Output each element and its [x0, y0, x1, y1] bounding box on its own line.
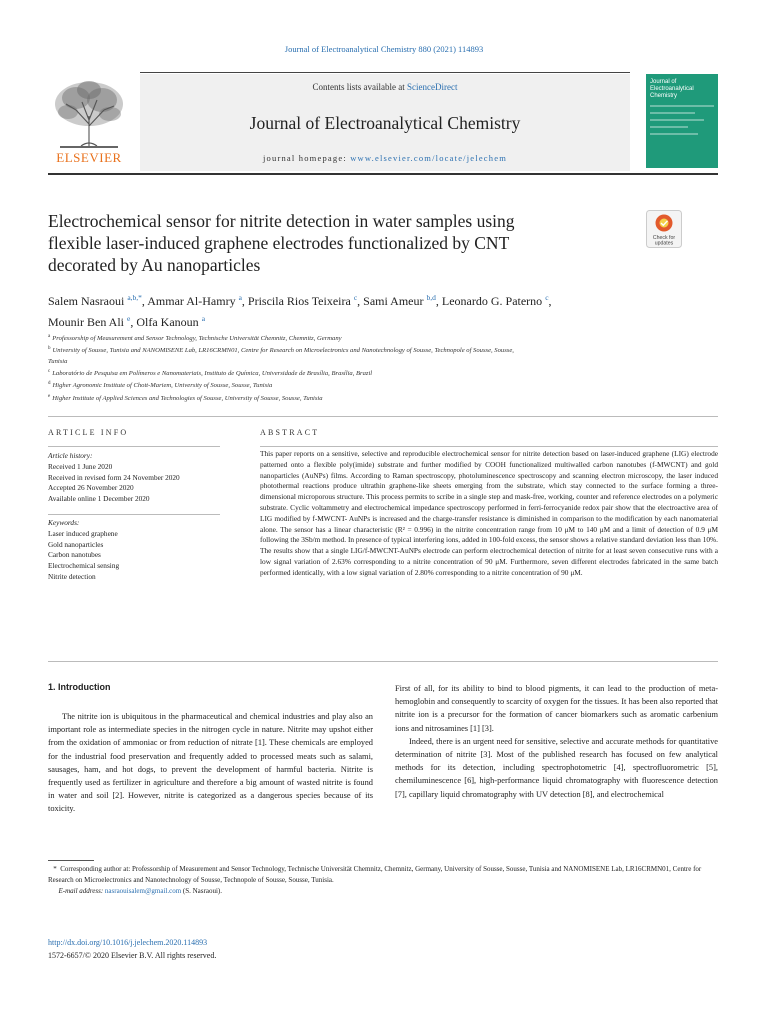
body-paragraph: First of all, for its ability to bind to blood pigments, it can lead to the production of meta-hemoglobin and consequently to scarcity of oxygen for the tissues. It has been also reported that nitrite ion is a precursor for the formation of cancer biomarkers such as aromatic carbenium ions and nitrosamines [1] [3].: [395, 684, 718, 733]
contents-prefix: Contents lists available at: [312, 82, 407, 92]
affiliation-text: Laboratório de Pesquisa em Polímeros e Nanomateriais, Instituto de Química, Universidade de Brasília, Brasília, Brazil: [52, 370, 373, 378]
abstract-text: This paper reports on a sensitive, selective and reproducible electrochemical sensor for nitrite detection based on laser-induced graphene (LIG) electrode patterned onto a flexible poly(imide) substrate and further modified by COOH functionalized multiwalled carbon nanotubes (f-MWCNT) and gold nanoparticles (AuNPs) films. According to Raman spectroscopy, photoluminescence spectroscopy and scanning electron microscopy, the laser induced photothermal reactions produce ultrathin graphene-like sheets emerging from the substrate, which stay connected to the surface forming a three-dimensional microporous structure. This process permits to scribe in a single step and mask-free, working, counter and reference electrodes on a polymeric substrate. Cyclic voltammetry and electrochemical impedance spectroscopy performed in ferri-ferrocyanide redox pair show that the electroactive area of LIG modified by f-MWCNT- AuNPs is increased and the charge-transfer resistance is diminished in comparison to the modification by each nanomaterial alone. The sensor has a linear characteristic (R² = 0.996) in the nitrite concentration range from 10 μM to 140 μM and a limit of detection of 0.9 μM following the 3Sb/m method. In presence of typical interfering ions, added in 100-fold excess, the sensor shows a relative standard deviation less than 10%. The results show that a single LIG/f-MWCNT-AuNPs electrode can perform electrochemical detection of nitrite for at least seven consecutive runs with a low signal variation of 2.63% corresponding to a nitrite concentration of 90 μM. Furthermore, seven different electrodes fabricated in the same batch performed identically, with a low signal variation of 2.80% corresponding to a nitrite concentration of 90 μM.: [260, 449, 718, 577]
author-name: Sami Ameur: [363, 294, 424, 308]
author-name: Ammar Al-Hamry: [147, 294, 236, 308]
keyword-item: Nitrite detection: [48, 571, 96, 581]
author-name: Mounir Ben Ali: [48, 315, 125, 329]
affiliations: [48, 332, 708, 404]
journal-citation-link[interactable]: Journal of Electroanalytical Chemistry 880 (2021) 114893: [284, 44, 484, 54]
author-name: Olfa Kanoun: [136, 315, 199, 329]
keyword-item: Gold nanoparticles: [48, 539, 104, 549]
author-name: Salem Nasraoui: [48, 294, 125, 308]
article-title: [48, 210, 608, 276]
author-name: Leonardo G. Paterno: [441, 294, 543, 308]
history-entry: Available online 1 December 2020: [48, 494, 150, 504]
journal-title: Journal of Electroanalytical Chemistry: [249, 113, 521, 133]
keywords-heading: Keywords:: [48, 518, 80, 527]
check-badge-text: updates: [654, 240, 674, 247]
author-list: [48, 289, 688, 331]
history-entry: Accepted 26 November 2020: [48, 483, 134, 493]
homepage-prefix: journal homepage:: [262, 153, 351, 163]
footnote-star: *: [53, 865, 57, 873]
cover-title-line: Electroanalytical: [650, 86, 694, 92]
article-info-rule: [48, 446, 220, 447]
section-divider: [48, 661, 718, 662]
author-affiliation-marker[interactable]: b,d: [426, 293, 436, 302]
email-link[interactable]: nasraouisalem@gmail.com: [104, 887, 182, 895]
footnote-rule: [48, 860, 94, 861]
body-column-left: [48, 710, 373, 816]
copyright-notice: 1572-6657/© 2020 Elsevier B.V. All rights reserved.: [48, 951, 217, 960]
affiliation-item: [48, 332, 708, 344]
author-separator: ,: [130, 315, 137, 329]
cover-title-line: Chemistry: [650, 93, 678, 99]
affiliation-item: [48, 357, 708, 367]
author-separator: ,: [357, 294, 364, 308]
affiliation-item: [48, 379, 708, 391]
affiliation-text: Professorship of Measurement and Sensor Technology, Technische Universität Chemnitz, Chemnitz, Germany: [52, 335, 342, 343]
affiliation-text: Higher Institute of Applied Sciences and Technologies of Sousse, University of Sousse, Sousse, Tunisia: [52, 394, 323, 402]
contents-line: [140, 82, 630, 92]
article-title-line: decorated by Au nanoparticles: [48, 255, 261, 275]
section-heading-introduction: 1. Introduction: [48, 682, 111, 692]
author-separator: ,: [548, 294, 552, 308]
affiliation-text: Higher Agronomic Institute of Chott-Mariem, University of Sousse, Sousse, Tunisia: [52, 382, 273, 390]
doi-link[interactable]: http://dx.doi.org/10.1016/j.jelechem.2020.114893: [48, 938, 208, 947]
sciencedirect-link[interactable]: ScienceDirect: [407, 82, 458, 92]
affiliation-item: [48, 392, 708, 404]
journal-cover-thumbnail[interactable]: [646, 74, 718, 168]
author-separator: ,: [435, 294, 442, 308]
keyword-item: Carbon nanotubes: [48, 550, 101, 560]
affiliation-text: University of Sousse, Tunisia and NANOMISENE Lab, LR16CRMN01, Centre for Research on Microelectronics and Nanotechnology of Sousse, Technopole of Sousse, Sousse,: [52, 347, 514, 355]
keyword-item: Laser induced graphene: [48, 528, 118, 538]
journal-homepage: [140, 153, 630, 163]
header-rule: [140, 72, 630, 73]
author-affiliation-marker[interactable]: e: [127, 314, 131, 323]
corresponding-author-note: [48, 864, 718, 886]
affiliation-text: Tunisia: [48, 357, 68, 365]
affiliation-key: b: [48, 346, 51, 352]
article-info-label: ARTICLE INFO: [48, 428, 129, 437]
cover-decoration: [650, 105, 714, 135]
header-divider: [48, 173, 718, 175]
history-entry: Received in revised form 24 November 2020: [48, 472, 180, 482]
article-history: [48, 451, 220, 505]
email-suffix: (S. Nasraoui).: [182, 887, 222, 895]
body-paragraph: The nitrite ion is ubiquitous in the pharmaceutical and chemical industries and play also an important role as intermediate species in the nitrogen cycle in nature. Nitrite may upshot either from the oxidation of ammoniac or from reduction of nitrate [1]. These chemicals are employed for the industrial food preservation and frequently added to processed meats such as salami, sausages, ham, and hot dogs, to prevent the development of harmful bacteria. Nitrite is frequently used as fertilizer in agriculture and therefore a big amount of wasted nitrite is found in water and soil [2]. However, nitrite is categorized as a dangerous species because of its toxicity.: [48, 712, 373, 814]
affiliation-key: e: [48, 393, 51, 399]
email-note: [48, 886, 718, 897]
author-separator: ,: [141, 294, 148, 308]
author-affiliation-marker[interactable]: a: [201, 314, 206, 323]
abstract-rule: [260, 446, 718, 447]
author-name: Priscila Rios Teixeira: [247, 294, 351, 308]
affiliation-key: c: [48, 368, 51, 374]
section-divider: [48, 416, 718, 417]
corresponding-author-text: Corresponding author at: Professorship of Measurement and Sensor Technology, Technische Universität Chemnitz, Chemnitz, Germany, University of Sousse, Sousse, Tunisia and NANOMISENE Lab, LR16CRMN01, Centre for Research on Microelectronics and Nanotechnology of Sousse, Technopole of Sousse, Sousse, Tunisia.: [48, 865, 702, 884]
article-title-line: Electrochemical sensor for nitrite detection in water samples using: [48, 211, 515, 231]
author-affiliation-marker[interactable]: a: [238, 293, 242, 302]
keywords: [48, 518, 220, 583]
affiliation-key: d: [48, 381, 51, 387]
check-badge-text: Check for: [652, 235, 676, 241]
affiliation-key: a: [48, 334, 51, 339]
author-separator: ,: [241, 294, 248, 308]
body-column-right: [395, 682, 718, 801]
cover-title-line: Journal of: [650, 79, 677, 85]
footnote: [48, 864, 718, 897]
article-history-heading: Article history:: [48, 451, 93, 460]
abstract-label: ABSTRACT: [260, 428, 320, 437]
elsevier-wordmark: ELSEVIER: [56, 150, 122, 165]
keyword-item: Electrochemical sensing: [48, 561, 120, 571]
body-paragraph: Indeed, there is an urgent need for sensitive, selective and accurate methods for quantitative determination of nitrite [3]. Most of the published research has focused on few analytical methods for its detection, including spectrophotometric [4], spectrofluorometric [5], chemiluminescence [6], high-performance liquid chromatography with fluorescence detection [7], capillary liquid chromatography with UV detection [8], and electrochemical: [395, 736, 718, 799]
article-title-line: flexible laser-induced graphene electrodes functionalized by CNT: [48, 233, 510, 253]
email-label: E-mail address:: [58, 887, 104, 895]
check-for-updates-icon[interactable]: [646, 210, 682, 248]
affiliation-item: [48, 344, 708, 356]
homepage-link[interactable]: www.elsevier.com/locate/jelechem: [350, 153, 508, 163]
author-affiliation-marker[interactable]: c: [545, 293, 549, 302]
author-affiliation-marker[interactable]: a,b,*: [127, 293, 142, 302]
author-affiliation-marker[interactable]: c: [353, 293, 358, 302]
history-entry: Received 1 June 2020: [48, 461, 113, 471]
article-info-rule: [48, 514, 220, 515]
affiliation-item: [48, 367, 708, 379]
